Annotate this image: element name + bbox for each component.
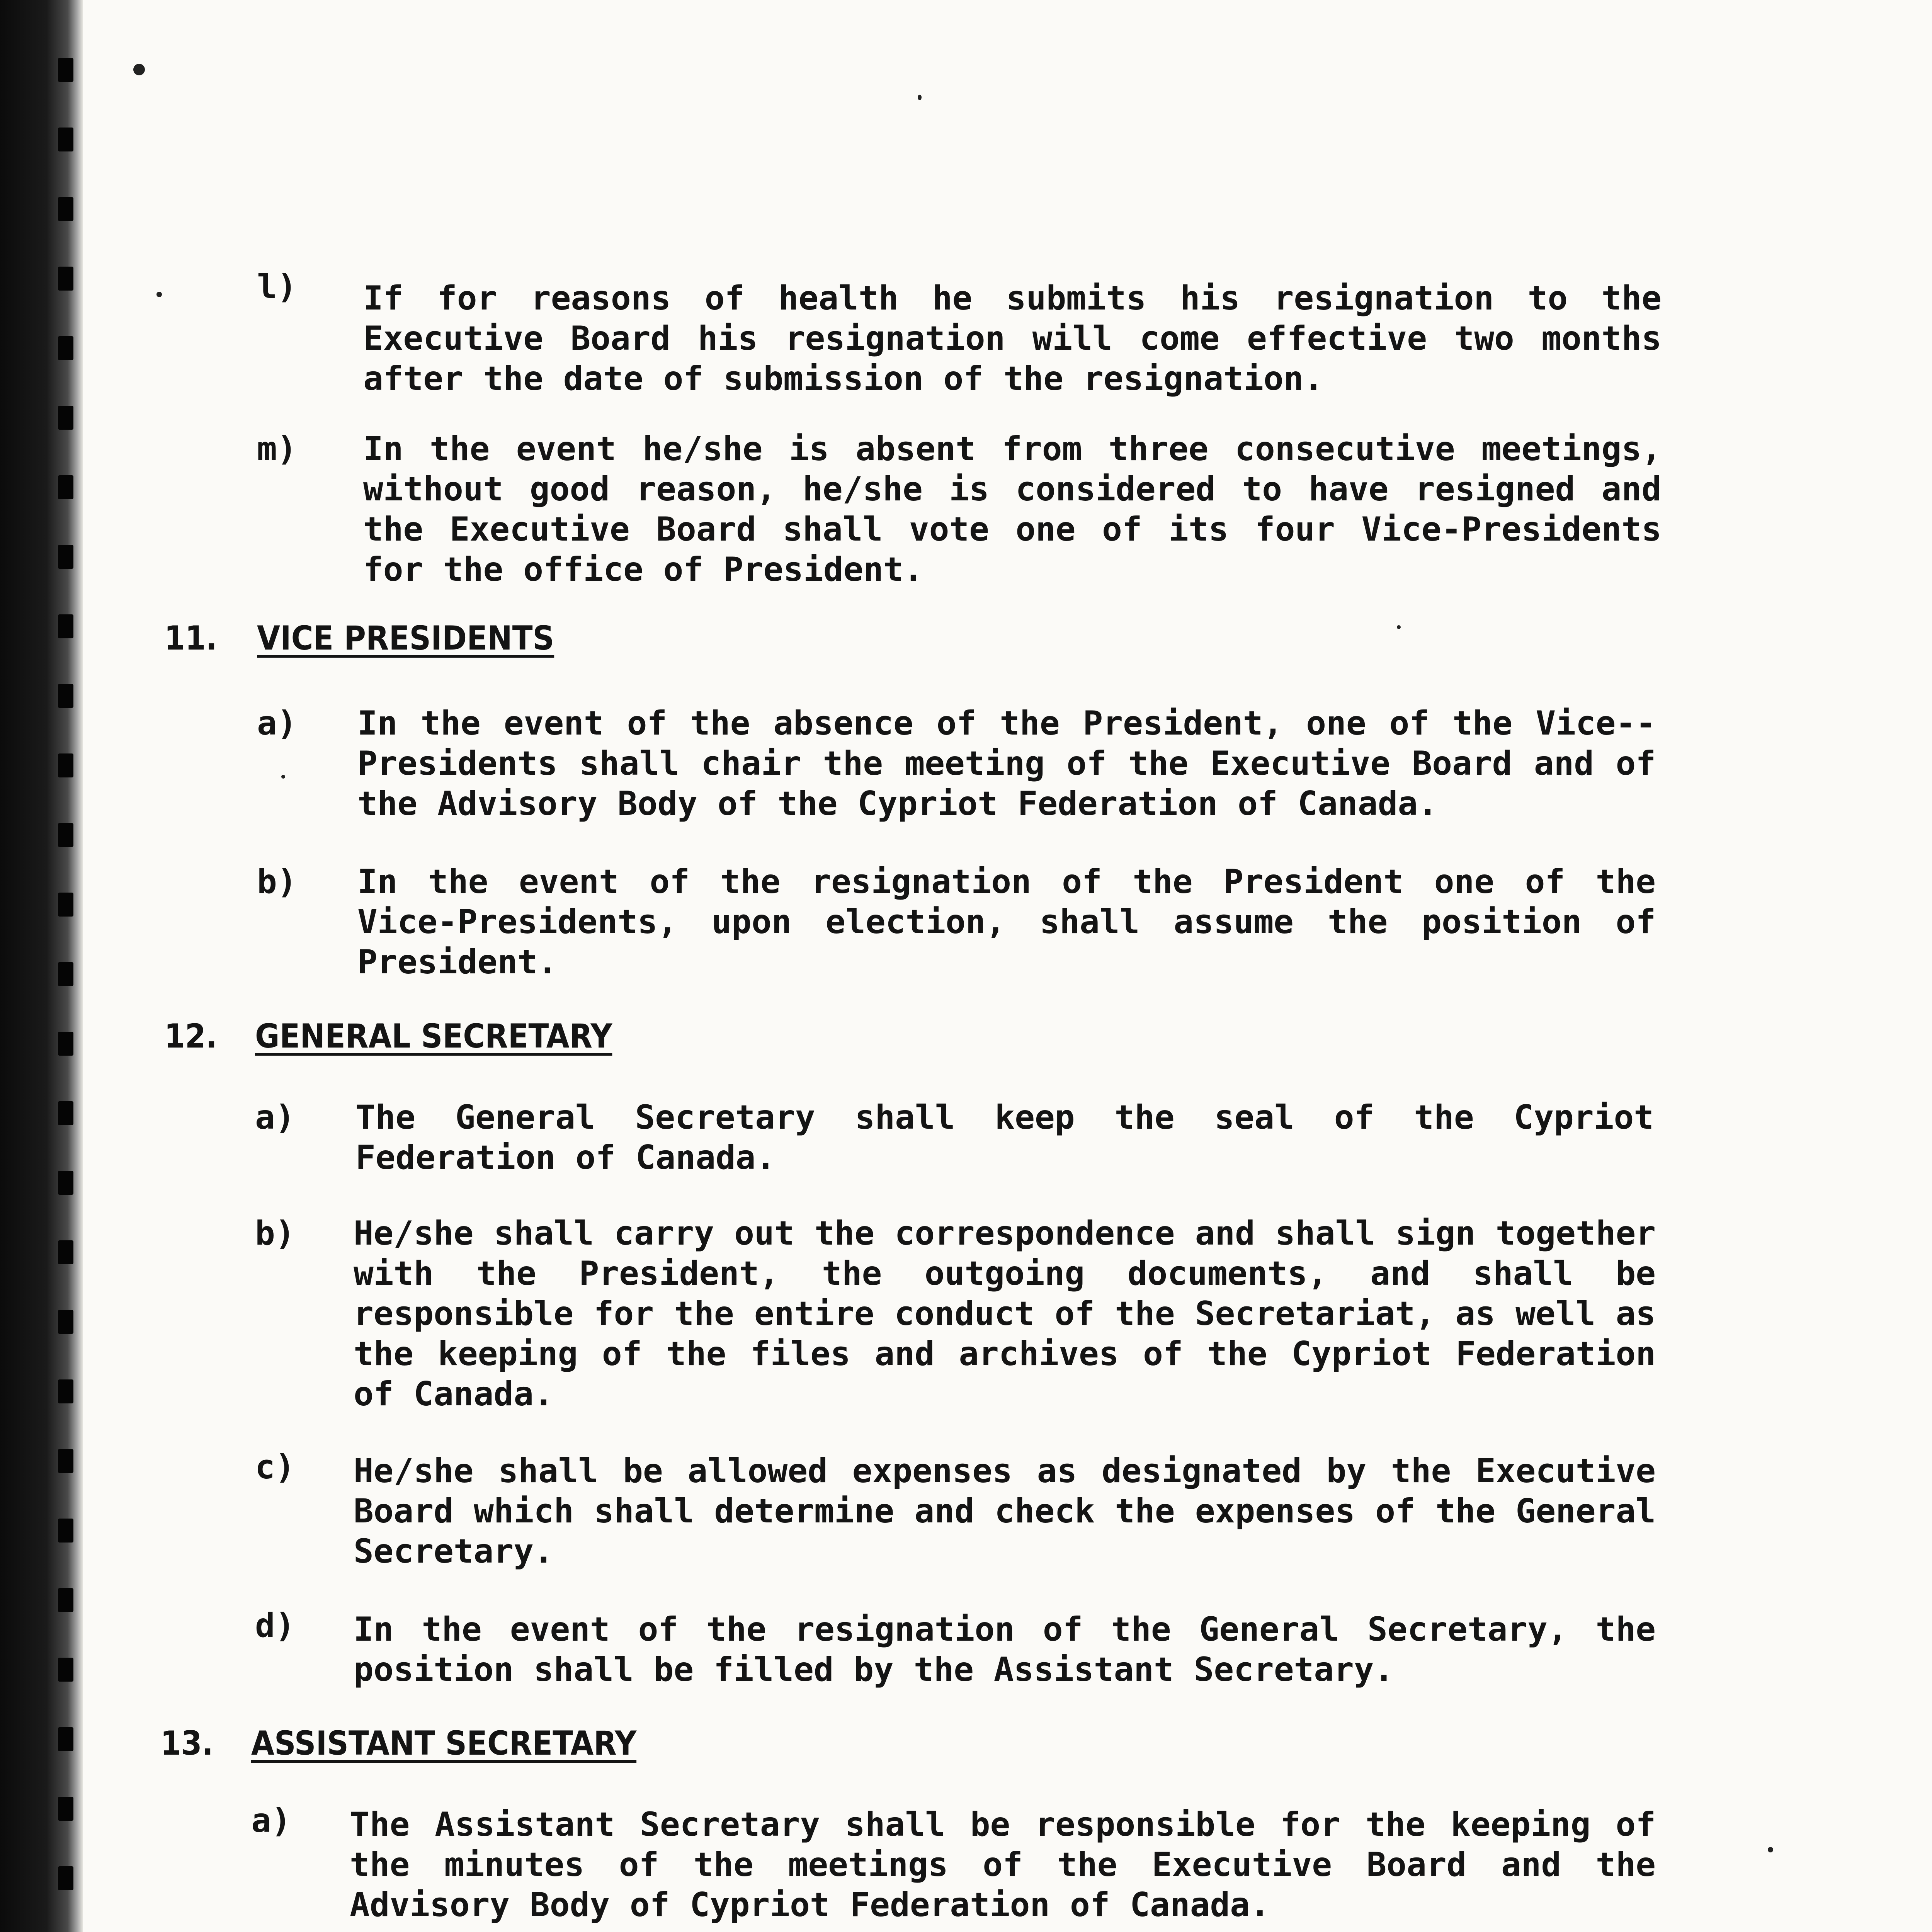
item-text: He/she shall be allowed expenses as designated by the Executive Board which shall determine and check the expenses of the General Secretary.: [354, 1452, 1656, 1571]
section-title: VICE PRESIDENTS: [257, 619, 554, 658]
item-text: The Assistant Secretary shall be responsible for the keeping of the minutes of the meetings of the Executive Board and the Advisory Body of Cypriot Federation of Canada.: [350, 1805, 1656, 1924]
item-label: l): [257, 267, 297, 306]
item-text: In the event of the absence of the President, one of the Vice--Presidents shall chair the meeting of the Executive Board and of the Advisory Body of the Cypriot Federation of Canada.: [357, 704, 1656, 823]
item-label: b): [257, 862, 297, 901]
item-text: In the event of the resignation of the President one of the Vice-Presidents, upon election, shall assume the position of President.: [357, 862, 1656, 981]
item-label: m): [257, 430, 297, 468]
item-text: In the event of the resignation of the General Secretary, the position shall be filled by the Assistant Secretary.: [354, 1610, 1656, 1689]
section-number: 13.: [160, 1724, 214, 1763]
item-label: a): [251, 1801, 291, 1840]
item-label: b): [255, 1214, 295, 1253]
item-text: The General Secretary shall keep the seal of the Cypriot Federation of Canada.: [355, 1098, 1654, 1177]
item-label: a): [255, 1098, 295, 1137]
item-text: If for reasons of health he submits his resignation to the Executive Board his resignation will come effective two months after the date of submission of the resignation.: [363, 279, 1662, 398]
section-heading: [160, 1723, 636, 1764]
section-number: 11.: [164, 619, 218, 658]
section-title: ASSISTANT SECRETARY: [251, 1724, 637, 1763]
item-label: a): [257, 704, 297, 743]
item-label: d): [255, 1606, 295, 1645]
section-title: GENERAL SECRETARY: [255, 1017, 612, 1056]
item-label: c): [255, 1448, 295, 1486]
section-heading: [164, 1016, 612, 1056]
item-text: He/she shall carry out the correspondence and shall sign together with the President, the outgoing documents, and shall be responsible for the entire conduct of the Secretariat, as well as the keeping of the files and archives of the Cypriot Federation of Canada.: [354, 1214, 1656, 1413]
item-text: In the event he/she is absent from three consecutive meetings, without good reason, he/she is considered to have resigned and the Executive Board shall vote one of its four Vice-Presidents for the office of President.: [363, 430, 1662, 589]
section-number: 12.: [164, 1017, 218, 1056]
section-heading: [164, 618, 554, 658]
